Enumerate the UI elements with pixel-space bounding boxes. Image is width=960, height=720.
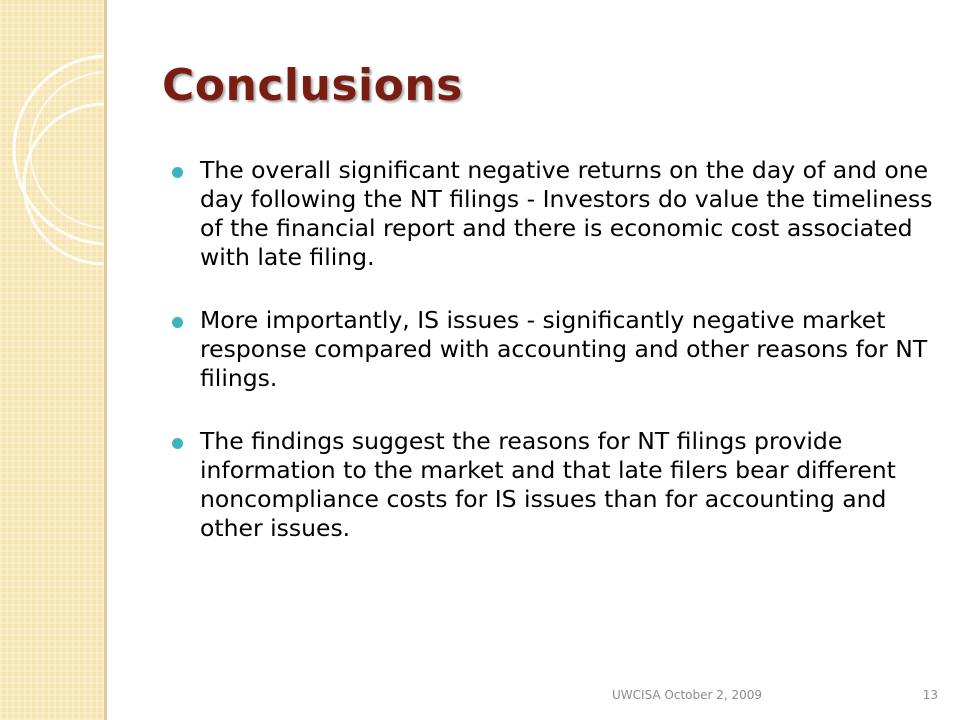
bullet-item: [162, 306, 934, 393]
decorative-rings: [0, 0, 104, 330]
page-number: 13: [922, 688, 938, 702]
bullet-point-icon: [172, 438, 183, 449]
bullet-text: The overall significant negative returns on the day of and one day following the NT filings - Investors do value the timeliness of the financial report and there is economic cost associated with late filing.: [200, 156, 933, 271]
bullet-item: [162, 427, 934, 543]
bullet-item: [162, 156, 934, 272]
bullet-text: The findings suggest the reasons for NT filings provide information to the market and that late filers bear different noncompliance costs for IS issues than for accounting and other issues.: [200, 427, 896, 542]
bullet-list: [162, 156, 934, 543]
slide-title: Conclusions: [162, 60, 463, 111]
bullet-point-icon: [172, 167, 183, 178]
side-panel-edge: [104, 0, 107, 720]
footer-text: UWCISA October 2, 2009: [612, 688, 763, 702]
bullet-point-icon: [172, 317, 183, 328]
bullet-text: More importantly, IS issues - significantly negative market response compared with accounting and other reasons for NT filings.: [200, 306, 928, 392]
